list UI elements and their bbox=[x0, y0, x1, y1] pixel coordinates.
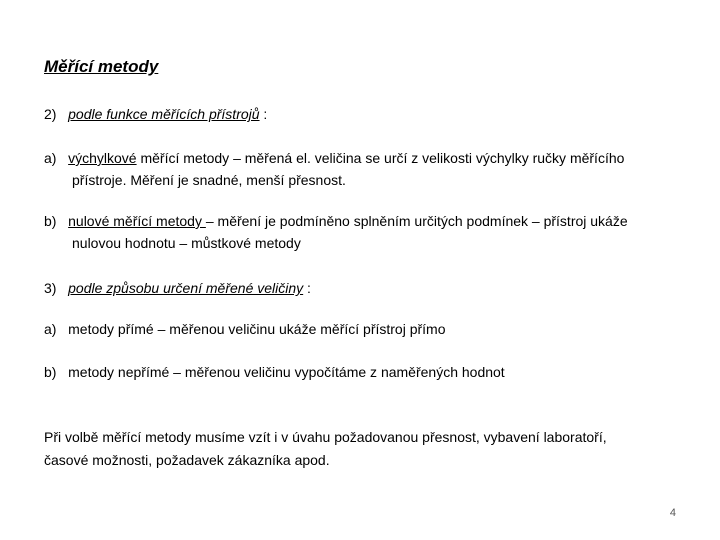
slide-title: Měřící metody bbox=[44, 57, 159, 76]
item-a-deflection-lead: výchylkové bbox=[68, 150, 137, 166]
item-a-deflection-text: měřící metody – měřená el. veličina se určí z velikosti výchylky ručky měřícího bbox=[136, 150, 625, 166]
item-a-deflection-continuation: přístroje. Měření je snadné, menší přesnost. bbox=[72, 172, 346, 188]
page-number: 4 bbox=[669, 507, 676, 519]
section-3-suffix: : bbox=[303, 280, 311, 296]
section-3-label: podle způsobu určení měřené veličiny bbox=[68, 280, 304, 296]
item-a-direct-number: a) bbox=[44, 321, 57, 337]
item-a-deflection-number: a) bbox=[44, 150, 57, 166]
section-2-suffix: : bbox=[259, 106, 268, 122]
note-line-1: Při volbě měřící metody musíme vzít i v úvahu požadovanou přesnost, vybavení laboratoří, bbox=[44, 429, 607, 445]
item-b-null-continuation: nulovou hodnotu – můstkové metody bbox=[72, 235, 301, 251]
item-b-null-text: – měření je podmíněno splněním určitých podmínek – přístroj ukáže bbox=[205, 213, 628, 229]
item-b-indirect bbox=[44, 362, 505, 382]
note-line-2: časové možnosti, požadavek zákazníka apod. bbox=[44, 452, 330, 468]
section-2-number: 2) bbox=[44, 106, 57, 122]
item-b-indirect-text: metody nepřímé – měřenou veličinu vypočítáme z naměřených hodnot bbox=[68, 364, 505, 380]
section-2 bbox=[44, 104, 267, 124]
section-3-number: 3) bbox=[44, 280, 57, 296]
item-a-deflection bbox=[44, 148, 624, 168]
item-b-null bbox=[44, 211, 628, 231]
section-2-label: podle funkce měřících přístrojů bbox=[68, 106, 260, 122]
item-b-null-number: b) bbox=[44, 213, 57, 229]
item-a-direct-text: metody přímé – měřenou veličinu ukáže měřící přístroj přímo bbox=[68, 321, 446, 337]
item-a-direct bbox=[44, 319, 446, 339]
section-3 bbox=[44, 278, 311, 298]
item-b-null-lead: nulové měřící metody bbox=[68, 213, 206, 229]
item-b-indirect-number: b) bbox=[44, 364, 57, 380]
